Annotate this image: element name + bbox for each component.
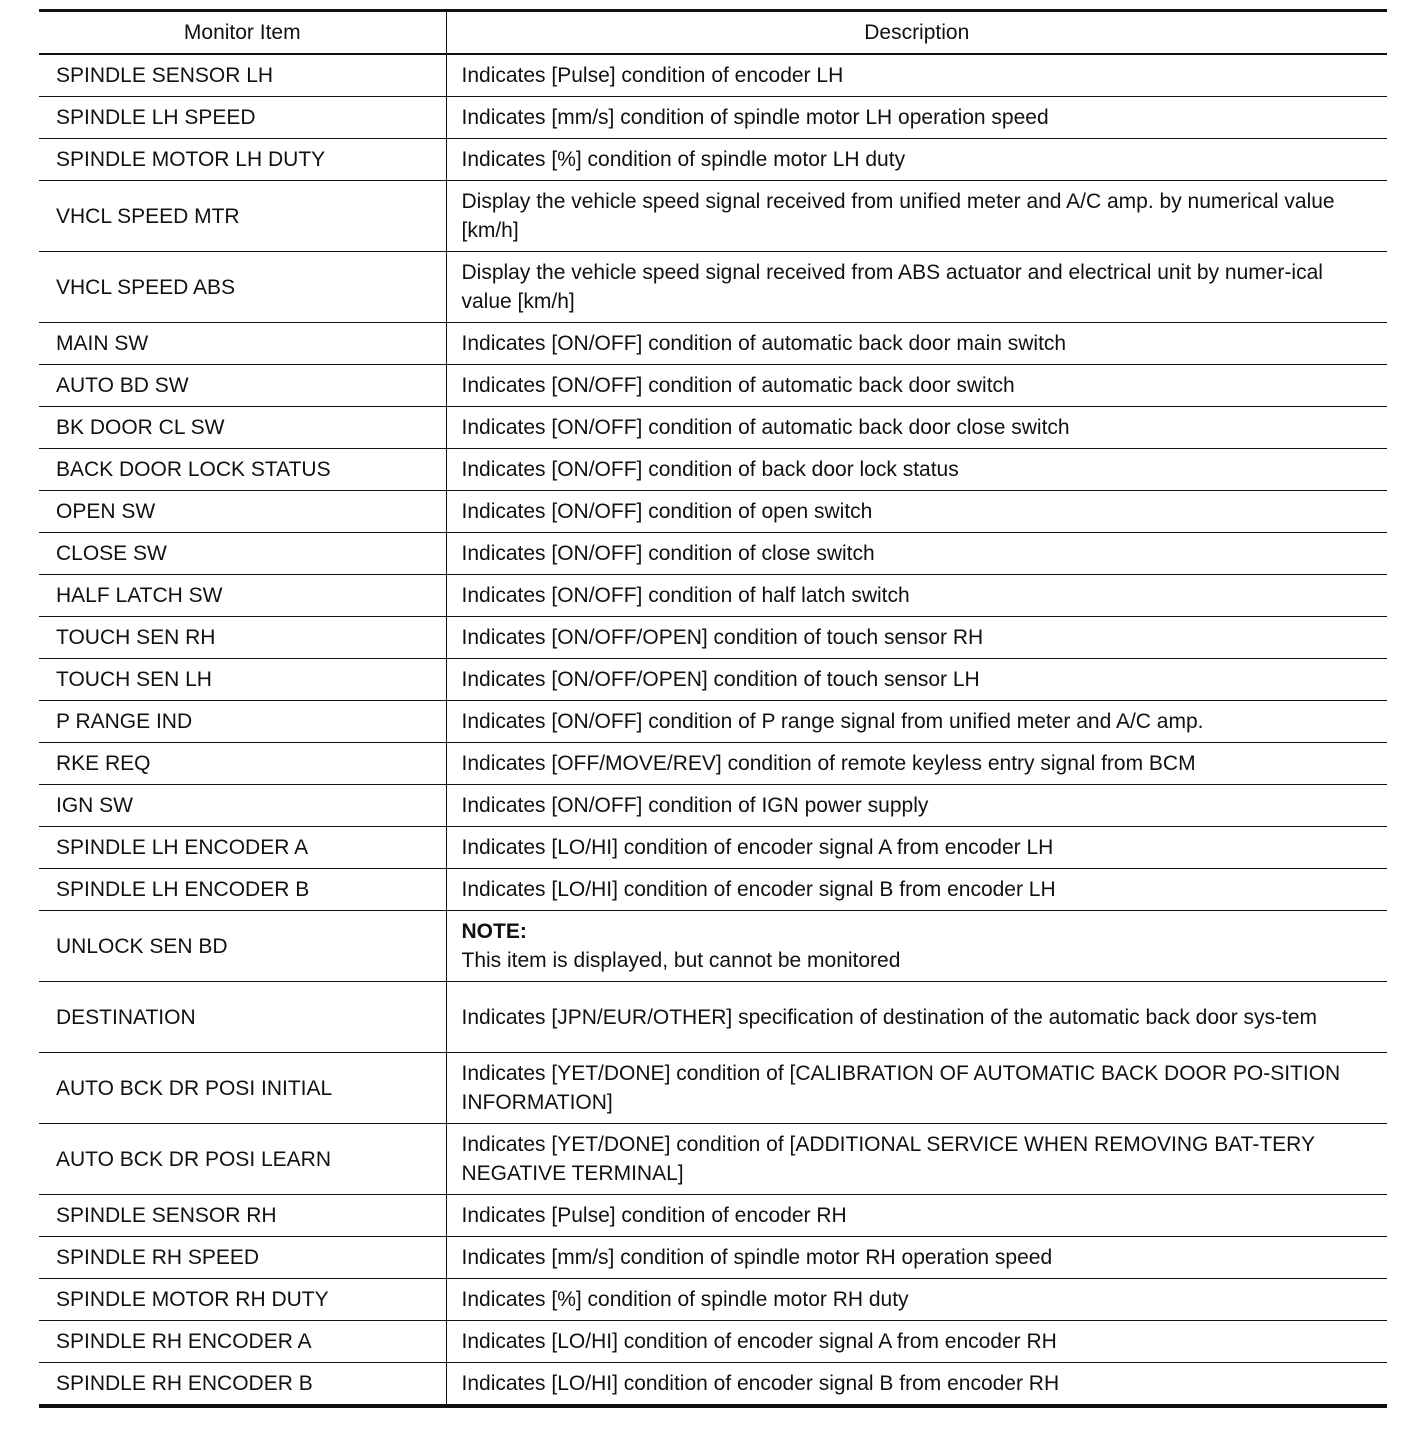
table-row bbox=[39, 1279, 1387, 1321]
table-header bbox=[39, 11, 1387, 55]
description-cell: Indicates [LO/HI] condition of encoder signal A from encoder RH bbox=[446, 1321, 1387, 1363]
table-row bbox=[39, 407, 1387, 449]
table-row bbox=[39, 181, 1387, 252]
monitor-item-cell: UNLOCK SEN BD bbox=[56, 934, 228, 958]
monitor-item-cell: SPINDLE MOTOR RH DUTY bbox=[56, 1288, 329, 1311]
table-row bbox=[39, 449, 1387, 491]
description-cell: Indicates [ON/OFF] condition of P range signal from unified meter and A/C amp. bbox=[446, 701, 1387, 743]
description-cell: Display the vehicle speed signal received from unified meter and A/C amp. by numerical value [km/h] bbox=[446, 181, 1387, 252]
description-cell: Indicates [ON/OFF/OPEN] condition of touch sensor RH bbox=[446, 617, 1387, 659]
table-row bbox=[39, 982, 1387, 1053]
description-cell: Indicates [%] condition of spindle motor RH duty bbox=[446, 1279, 1387, 1321]
table-row bbox=[39, 252, 1387, 323]
table-row bbox=[39, 869, 1387, 911]
description-cell: Indicates [ON/OFF] condition of IGN power supply bbox=[446, 785, 1387, 827]
monitor-item-cell: SPINDLE RH ENCODER A bbox=[56, 1330, 312, 1353]
monitor-item-table bbox=[39, 9, 1387, 1408]
monitor-item-cell: TOUCH SEN RH bbox=[56, 626, 216, 649]
table-row bbox=[39, 1321, 1387, 1363]
monitor-item-cell: BACK DOOR LOCK STATUS bbox=[56, 458, 331, 481]
monitor-item-cell: P RANGE IND bbox=[56, 710, 193, 733]
description-cell: Indicates [LO/HI] condition of encoder signal B from encoder RH bbox=[446, 1363, 1387, 1407]
monitor-item-cell: HALF LATCH SW bbox=[56, 584, 223, 607]
table-row bbox=[39, 365, 1387, 407]
description-cell: Indicates [Pulse] condition of encoder LH bbox=[446, 54, 1387, 97]
monitor-item-cell: SPINDLE RH SPEED bbox=[56, 1246, 260, 1269]
note-text: This item is displayed, but cannot be monitored bbox=[461, 949, 901, 972]
table-body bbox=[39, 54, 1387, 1406]
monitor-item-cell: VHCL SPEED ABS bbox=[56, 275, 235, 299]
header-description: Description bbox=[446, 11, 1387, 55]
monitor-item-cell: BK DOOR CL SW bbox=[56, 416, 225, 439]
description-cell: Indicates [JPN/EUR/OTHER] specification of destination of the automatic back door sys-tem bbox=[446, 982, 1387, 1053]
table-row bbox=[39, 1124, 1387, 1195]
description-cell: Indicates [ON/OFF] condition of open switch bbox=[446, 491, 1387, 533]
table-row bbox=[39, 97, 1387, 139]
monitor-item-cell: AUTO BCK DR POSI INITIAL bbox=[56, 1076, 333, 1100]
description-cell: Indicates [mm/s] condition of spindle motor LH operation speed bbox=[446, 97, 1387, 139]
description-cell: Indicates [YET/DONE] condition of [ADDITIONAL SERVICE WHEN REMOVING BAT-TERY NEGATIVE TERMINAL] bbox=[446, 1124, 1387, 1195]
table-row bbox=[39, 323, 1387, 365]
monitor-item-cell: MAIN SW bbox=[56, 332, 149, 355]
description-cell: Indicates [ON/OFF] condition of half latch switch bbox=[446, 575, 1387, 617]
monitor-item-cell: TOUCH SEN LH bbox=[56, 668, 212, 691]
description-cell: Indicates [ON/OFF/OPEN] condition of touch sensor LH bbox=[446, 659, 1387, 701]
description-cell: Indicates [LO/HI] condition of encoder signal B from encoder LH bbox=[446, 869, 1387, 911]
description-cell: Indicates [mm/s] condition of spindle motor RH operation speed bbox=[446, 1237, 1387, 1279]
table-row bbox=[39, 139, 1387, 181]
table-row bbox=[39, 701, 1387, 743]
table-row bbox=[39, 1195, 1387, 1237]
header-monitor-item: Monitor Item bbox=[183, 21, 301, 44]
description-cell: Indicates [ON/OFF] condition of close switch bbox=[446, 533, 1387, 575]
table-row bbox=[39, 491, 1387, 533]
description-cell: Indicates [ON/OFF] condition of automatic back door main switch bbox=[446, 323, 1387, 365]
description-cell bbox=[446, 911, 1387, 982]
monitor-item-cell: AUTO BD SW bbox=[56, 374, 189, 397]
description-cell: Indicates [%] condition of spindle motor LH duty bbox=[446, 139, 1387, 181]
description-cell: Indicates [ON/OFF] condition of automatic back door switch bbox=[446, 365, 1387, 407]
monitor-item-cell: SPINDLE SENSOR RH bbox=[56, 1204, 277, 1227]
note-label: NOTE: bbox=[461, 920, 527, 943]
table-row bbox=[39, 617, 1387, 659]
header-row bbox=[39, 11, 1387, 55]
description-cell: Indicates [Pulse] condition of encoder RH bbox=[446, 1195, 1387, 1237]
description-cell: Indicates [ON/OFF] condition of back door lock status bbox=[446, 449, 1387, 491]
monitor-item-cell: SPINDLE RH ENCODER B bbox=[56, 1372, 313, 1395]
description-cell: Indicates [OFF/MOVE/REV] condition of remote keyless entry signal from BCM bbox=[446, 743, 1387, 785]
table-row bbox=[39, 827, 1387, 869]
table-row bbox=[39, 1053, 1387, 1124]
table-row bbox=[39, 743, 1387, 785]
table-row bbox=[39, 659, 1387, 701]
table-row bbox=[39, 1363, 1387, 1407]
monitor-item-cell: CLOSE SW bbox=[56, 542, 167, 565]
monitor-item-cell: SPINDLE MOTOR LH DUTY bbox=[56, 148, 326, 171]
monitor-item-cell: VHCL SPEED MTR bbox=[56, 204, 240, 228]
table-row bbox=[39, 1237, 1387, 1279]
monitor-item-cell: IGN SW bbox=[56, 794, 133, 817]
description-cell: Display the vehicle speed signal received from ABS actuator and electrical unit by numer-ical value [km/h] bbox=[446, 252, 1387, 323]
monitor-item-cell: SPINDLE LH ENCODER B bbox=[56, 878, 310, 901]
table-row bbox=[39, 785, 1387, 827]
description-cell: Indicates [YET/DONE] condition of [CALIBRATION OF AUTOMATIC BACK DOOR PO-SITION INFORMATION] bbox=[446, 1053, 1387, 1124]
monitor-item-cell: RKE REQ bbox=[56, 752, 151, 775]
table-row bbox=[39, 533, 1387, 575]
table-row bbox=[39, 911, 1387, 982]
monitor-item-cell: AUTO BCK DR POSI LEARN bbox=[56, 1147, 332, 1171]
table-row bbox=[39, 575, 1387, 617]
monitor-item-cell: OPEN SW bbox=[56, 500, 156, 523]
monitor-item-cell: SPINDLE LH SPEED bbox=[56, 106, 256, 129]
description-cell: Indicates [ON/OFF] condition of automatic back door close switch bbox=[446, 407, 1387, 449]
monitor-item-cell: SPINDLE LH ENCODER A bbox=[56, 836, 309, 859]
monitor-item-cell: DESTINATION bbox=[56, 1005, 196, 1029]
monitor-item-cell: SPINDLE SENSOR LH bbox=[56, 64, 274, 87]
table-row bbox=[39, 54, 1387, 97]
description-cell: Indicates [LO/HI] condition of encoder signal A from encoder LH bbox=[446, 827, 1387, 869]
